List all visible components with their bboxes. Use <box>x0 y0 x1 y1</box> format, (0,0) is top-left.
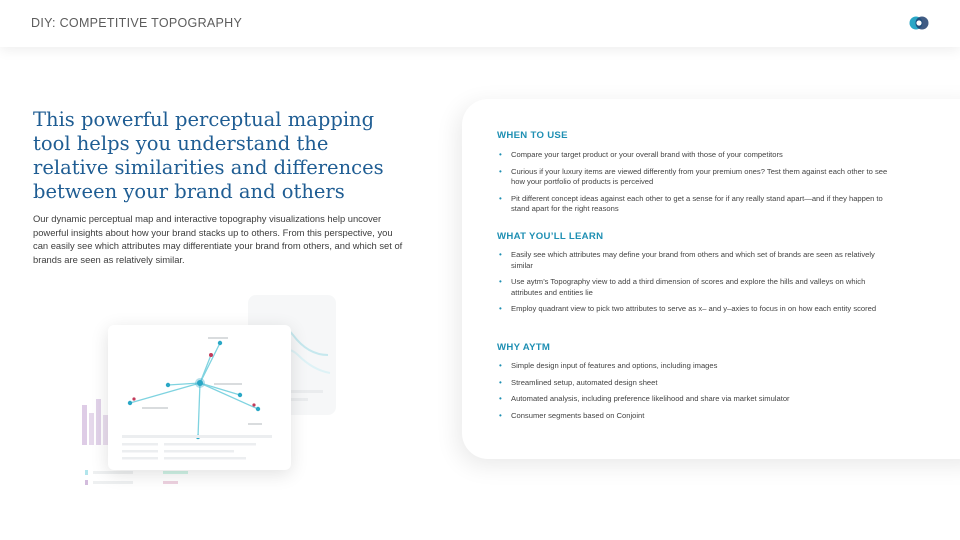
list-item: • Pit different concept ideas against each other to get a sense for if any really stand apart—and if they happen to stand apart for the right reasons <box>497 194 892 215</box>
aytm-logo-icon[interactable] <box>908 14 930 32</box>
why-aytm-list <box>497 361 892 427</box>
hero-intro: Our dynamic perceptual map and interactive topography visualizations help uncover powerful insights about how your brand stacks up to others. From this perspective, you can easily see which attributes may differentiate your brand from others, and which set of brands are seen as relatively similar. <box>33 213 403 265</box>
page-header-title: DIY: COMPETITIVE TOPOGRAPHY <box>31 16 243 30</box>
hero-headline: This powerful perceptual mapping tool helps you understand the relative similarities and differences between your brand and others <box>33 108 384 203</box>
list-item: • Employ quadrant view to pick two attributes to serve as x– and y–axies to focus in on how each entity scored <box>497 304 892 315</box>
list-item: • Compare your target product or your overall brand with those of your competitors <box>497 150 892 161</box>
list-item: • Curious if your luxury items are viewed differently from your premium ones? Test them against each other to see how your portfolio of products is perceived <box>497 167 892 188</box>
what-youll-learn-list <box>497 250 892 321</box>
list-item: • Streamlined setup, automated design sheet <box>497 378 892 389</box>
top-bar <box>0 0 960 47</box>
perceptual-map-card <box>108 325 291 470</box>
list-item: • Easily see which attributes may define your brand from others and which set of brands are seen as relatively similar <box>497 250 892 271</box>
when-to-use-list <box>497 150 892 221</box>
list-item: • Use aytm’s Topography view to add a third dimension of scores and explore the hills and valleys on which attributes and entities lie <box>497 277 892 298</box>
list-item: • Simple design input of features and options, including images <box>497 361 892 372</box>
section-title-when-to-use: WHEN TO USE <box>497 130 568 141</box>
perceptual-map-illustration <box>78 290 338 500</box>
list-item: • Consumer segments based on Conjoint <box>497 411 892 422</box>
ghost-legend <box>83 468 203 493</box>
section-title-why-aytm: WHY AYTM <box>497 342 551 353</box>
section-title-what-youll-learn: WHAT YOU’LL LEARN <box>497 231 604 242</box>
list-item: • Automated analysis, including preference likelihood and share via market simulator <box>497 394 892 405</box>
